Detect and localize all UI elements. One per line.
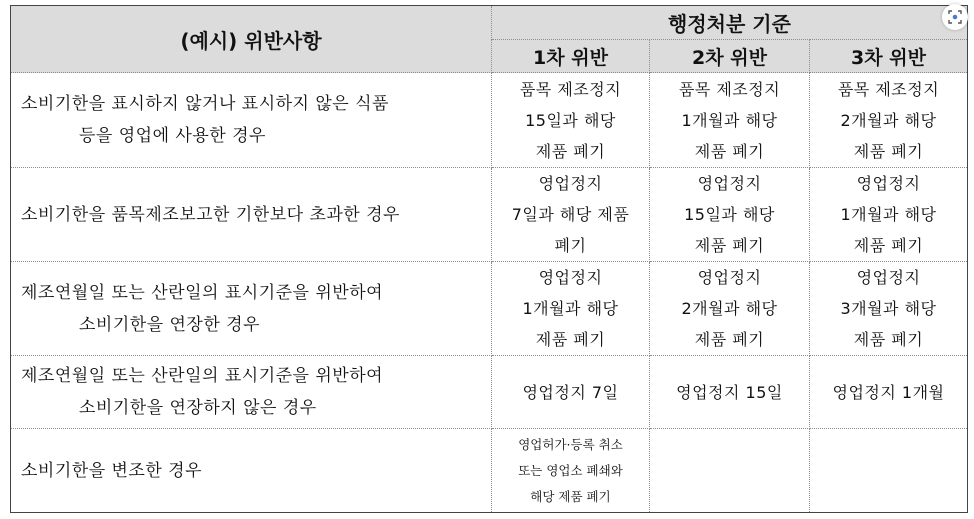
penalty-cell-2nd: 품목 제조정지 1개월과 해당 제품 폐기 <box>650 73 810 168</box>
penalty-cell-3rd: 영업정지 1개월 <box>810 356 968 429</box>
penalty-cell-3rd: 품목 제조정지 2개월과 해당 제품 폐기 <box>810 73 968 168</box>
visual-search-icon <box>947 9 963 25</box>
violation-cell: 제조연월일 또는 산란일의 표시기준을 위반하여 소비기한을 연장한 경우 <box>11 262 492 356</box>
table-row <box>11 73 968 168</box>
column-header-1st: 1차 위반 <box>492 40 650 73</box>
penalty-table <box>10 5 968 513</box>
penalty-cell-1st: 영업허가·등록 취소 또는 영업소 폐쇄와 해당 제품 폐기 <box>492 429 650 513</box>
column-header-3rd: 3차 위반 <box>810 40 968 73</box>
penalty-cell-3rd: 영업정지 3개월과 해당 제품 폐기 <box>810 262 968 356</box>
penalty-cell-1st: 영업정지 1개월과 해당 제품 폐기 <box>492 262 650 356</box>
violation-cell: 제조연월일 또는 산란일의 표시기준을 위반하여 소비기한을 연장하지 않은 경우 <box>11 356 492 429</box>
table-row <box>11 429 968 513</box>
violation-cell: 소비기한을 표시하지 않거나 표시하지 않은 식품 등을 영업에 사용한 경우 <box>11 73 492 168</box>
penalty-cell-2nd: 영업정지 15일 <box>650 356 810 429</box>
penalty-cell-2nd: 영업정지 15일과 해당 제품 폐기 <box>650 168 810 262</box>
column-header-2nd: 2차 위반 <box>650 40 810 73</box>
header-row <box>11 6 968 40</box>
table-row <box>11 356 968 429</box>
violation-cell: 소비기한을 변조한 경우 <box>11 429 492 513</box>
penalty-cell-2nd <box>650 429 810 513</box>
penalty-cell-1st: 영업정지 7일과 해당 제품 폐기 <box>492 168 650 262</box>
penalty-cell-1st: 영업정지 7일 <box>492 356 650 429</box>
penalty-cell-3rd: 영업정지 1개월과 해당 제품 폐기 <box>810 168 968 262</box>
visual-search-button[interactable] <box>942 4 968 30</box>
criteria-group-header: 행정처분 기준 <box>492 6 968 40</box>
violation-cell: 소비기한을 품목제조보고한 기한보다 초과한 경우 <box>11 168 492 262</box>
penalty-cell-1st: 품목 제조정지 15일과 해당 제품 폐기 <box>492 73 650 168</box>
violation-column-header: (예시) 위반사항 <box>11 6 492 73</box>
penalty-cell-2nd: 영업정지 2개월과 해당 제품 폐기 <box>650 262 810 356</box>
table-row <box>11 168 968 262</box>
penalty-cell-3rd <box>810 429 968 513</box>
table-row <box>11 262 968 356</box>
